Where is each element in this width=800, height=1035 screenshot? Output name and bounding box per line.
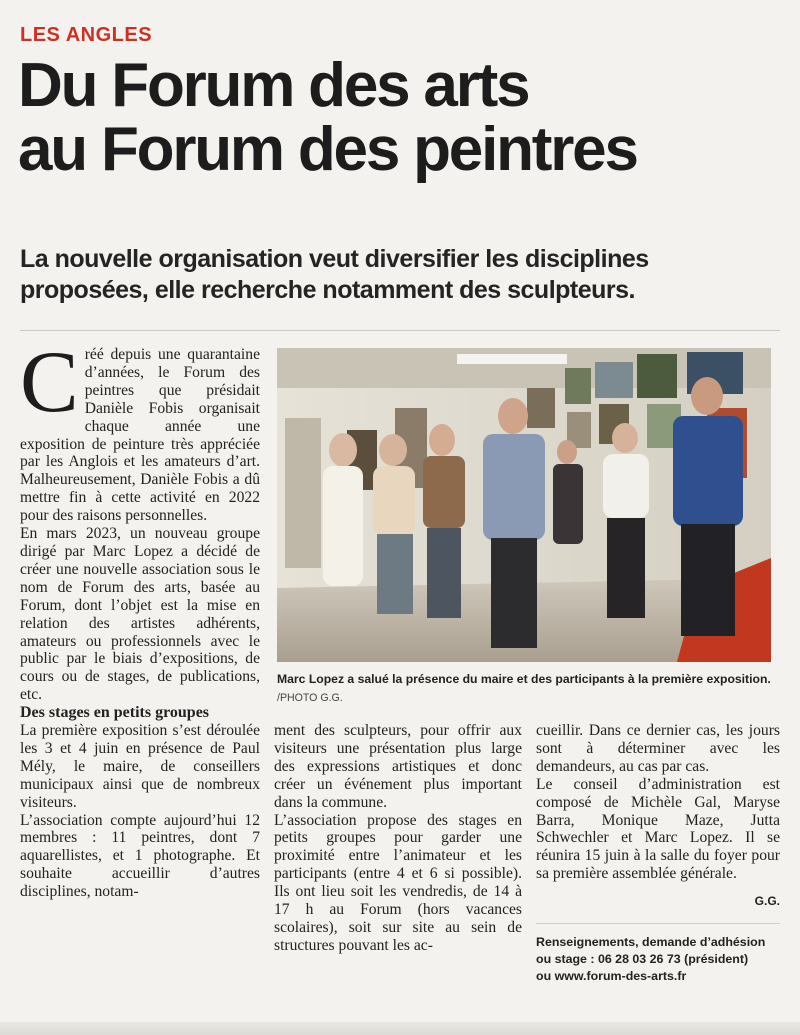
photo-illustration — [277, 348, 771, 662]
paragraph-intro-text: réé depuis une quarantaine d’années, le Forum des peintres que présidait Danièle Fobis organisait chaque année une exposition de peinture très appréciée par les Anglois et les amateurs d’art. Malheureusement, Danièle Fobis a dû mettre fin à cette activité en 2022 pour des raisons personnelles. — [20, 346, 260, 525]
caption-text: Marc Lopez a salué la présence du maire et des participants à la première exposition. — [277, 672, 771, 686]
event-photo — [277, 348, 771, 662]
photo-credit: /PHOTO G.G. — [277, 692, 343, 704]
info-box — [536, 934, 780, 985]
paragraph-4-part-2: ment des sculpteurs, pour offrir aux visiteurs une présentation plus large des expressions artistiques et donc créer un événement plus important dans la commune. — [274, 722, 522, 811]
info-line-2: ou stage : 06 28 03 26 73 (président) — [536, 952, 749, 967]
article-column-2 — [274, 722, 522, 955]
subheading: Des stages en petits groupes — [20, 704, 210, 722]
headline-line-2: au Forum des peintres — [18, 115, 637, 184]
article-column-3 — [536, 722, 780, 985]
paragraph-3: La première exposition s’est déroulée les 3 et 4 juin en présence de Paul Mély, le maire, de conseillers municipaux ainsi que de nombreux visiteurs. — [20, 722, 260, 811]
standfirst-line-1: La nouvelle organisation veut diversifier les disciplines — [20, 245, 649, 273]
page-bottom-edge — [0, 1022, 800, 1035]
section-rubric: LES ANGLES — [20, 24, 153, 46]
standfirst-line-2: proposées, elle recherche notamment des sculpteurs. — [20, 276, 636, 304]
paragraph-5-part-2: cueillir. Dans ce dernier cas, les jours sont à déterminer avec les demandeurs, au cas par cas. — [536, 722, 780, 775]
drop-cap: C — [20, 334, 79, 431]
paragraph-2: En mars 2023, un nouveau groupe dirigé par Marc Lopez a décidé de créer une nouvelle association sous le nom de Forum des arts, basée au Forum, dont l’objet est la mise en relation des artistes adhérents, amateurs ou professionnels avec le public par le biais d’expositions, de cours ou de stages, de publications, etc. — [20, 525, 260, 704]
author-signature: G.G. — [754, 894, 780, 909]
info-line-1: Renseignements, demande d’adhésion — [536, 935, 766, 950]
headline-line-1: Du Forum des arts — [18, 51, 529, 120]
info-line-3: ou www.forum-des-arts.fr — [536, 969, 687, 984]
paragraph-4-part-1: L’association compte aujourd’hui 12 membres : 11 peintres, dont 7 aquarellistes, et 1 photographe. Et souhaite accueillir d’autres disciplines, notam- — [20, 811, 260, 901]
info-separator — [536, 923, 780, 924]
paragraph-intro — [20, 334, 260, 525]
paragraph-5-part-1: L’association propose des stages en petits groupes pour garder une proximité entre l’animateur et les participants (entre 4 et 6 si possible). Ils ont lieu soit les vendredis, de 14 à 17 h au Forum (hors vacances scolaires), soit sur site au sein de structures pouvant les ac- — [274, 811, 522, 954]
headline — [18, 51, 793, 184]
paragraph-6: Le conseil d’administration est composé de Michèle Gal, Maryse Barra, Monique Maze, Jutta Schwechler et Marc Lopez. Il se réunira 15 juin à la salle du foyer pour sa première assemblée générale. — [536, 775, 780, 883]
article-column-1 — [20, 334, 260, 901]
standfirst — [20, 244, 780, 306]
separator-rule — [20, 330, 780, 331]
photo-caption — [277, 670, 771, 707]
